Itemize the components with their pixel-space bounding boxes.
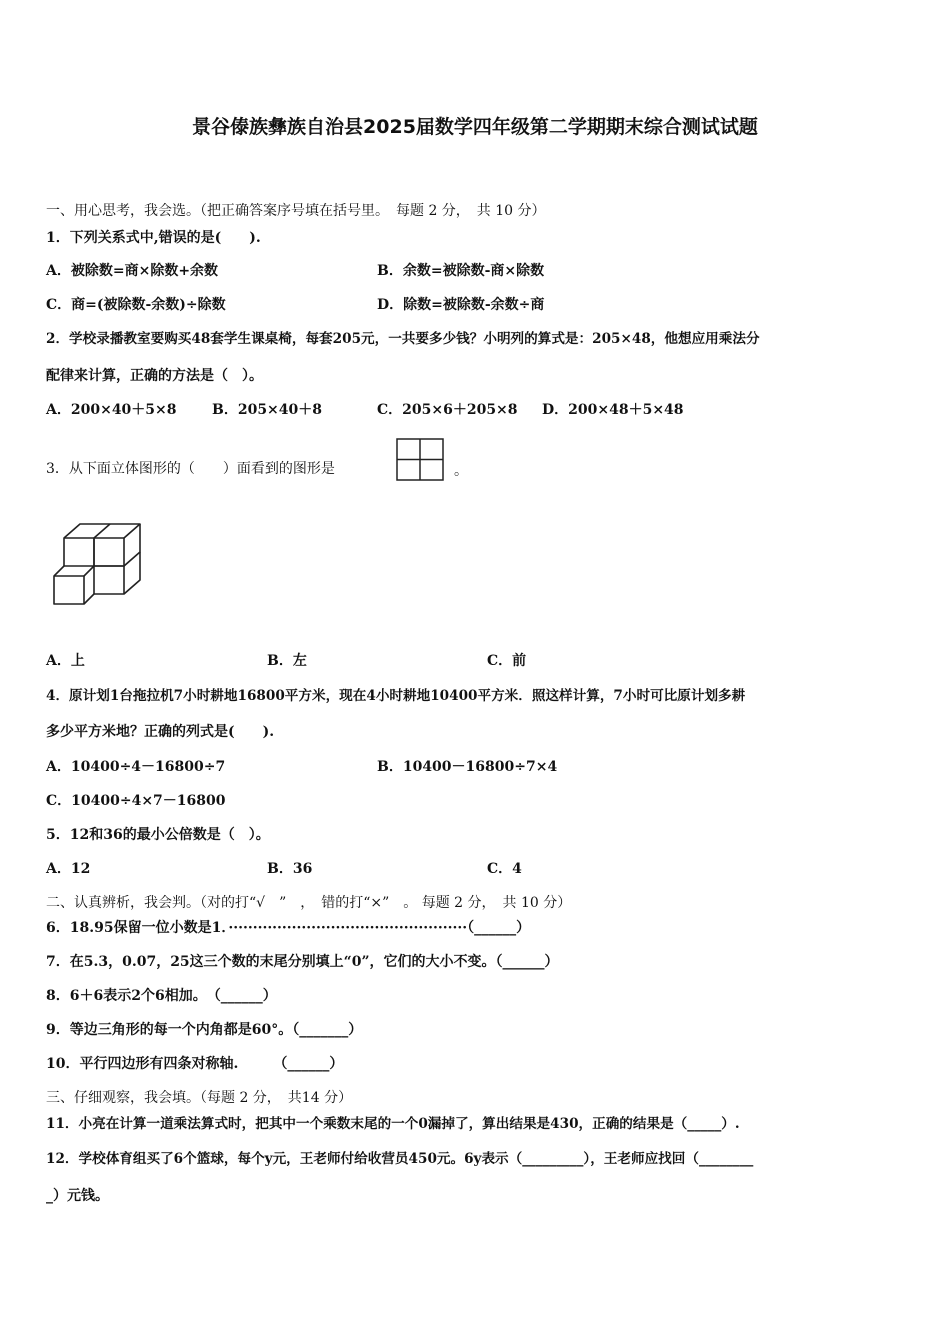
question-5-option-a: A．12	[46, 861, 91, 877]
question-2-option-c: C．205×6＋205×8	[377, 402, 518, 418]
question-4-option-a: A．10400÷4－16800÷7	[46, 759, 226, 775]
question-1-stem: 1．下列关系式中,错误的是( ).	[46, 230, 261, 246]
page-title: 景谷傣族彝族自治县2025届数学四年级第二学期期末综合测试试题	[192, 116, 758, 138]
cube-stack-figure	[50, 518, 146, 610]
question-9: 9．等边三角形的每一个内角都是60°。（_______）	[46, 1022, 363, 1038]
question-4-option-b: B．10400－16800÷7×4	[377, 759, 558, 775]
question-3-option-a: A．上	[46, 653, 85, 669]
question-7: 7．在5.3，0.07，25这三个数的末尾分别填上“0”，它们的大小不变。（______）	[46, 954, 559, 970]
question-5-option-b: B．36	[267, 861, 313, 877]
question-12-line-1: 12．学校体育组买了6个篮球，每个y元，王老师付给收营员450元。6y表示（_________），王老师应找回（________	[46, 1151, 754, 1167]
question-3-stem: 3．从下面立体图形的（ ）面看到的图形是	[46, 461, 335, 477]
section-3-heading: 三、仔细观察，我会填。（每题 2 分， 共14 分）	[46, 1090, 353, 1106]
question-2-line-1: 2．学校录播教室要购买48套学生课桌椅，每套205元，一共要多少钱？小明列的算式是：205×48，他想应用乘法分	[46, 331, 760, 347]
question-4-line-2: 多少平方米地？正确的列式是( ).	[46, 724, 275, 740]
question-12-line-2: _）元钱。	[46, 1188, 109, 1204]
question-5-stem: 5．12和36的最小公倍数是（ ）。	[46, 827, 270, 843]
question-2-option-d: D．200×48＋5×48	[542, 402, 684, 418]
question-2-line-2: 配律来计算，正确的方法是（ ）。	[46, 368, 263, 384]
question-2-option-b: B．205×40＋8	[212, 402, 323, 418]
question-2-option-a: A．200×40＋5×8	[46, 402, 177, 418]
question-4-line-1: 4．原计划1台拖拉机7小时耕地16800平方米，现在4小时耕地10400平方米．照这样计算，7小时可比原计划多耕	[46, 688, 746, 704]
question-11: 11．小亮在计算一道乘法算式时，把其中一个乘数末尾的一个0漏掉了，算出结果是430，正确的结果是（_____）.	[46, 1116, 740, 1132]
section-2-heading: 二、认真辨析，我会判。（对的打“√ ” ， 错的打“×” 。 每题 2 分， 共 10 分）	[46, 895, 572, 911]
question-1-option-c: C．商=(被除数-余数)÷除数	[46, 297, 226, 313]
question-1-option-b: B．余数=被除数-商×除数	[377, 263, 545, 279]
question-1-option-d: D．除数=被除数-余数÷商	[377, 297, 545, 313]
question-4-option-c: C．10400÷4×7－16800	[46, 793, 226, 809]
question-10: 10．平行四边形有四条对称轴. （______）	[46, 1056, 344, 1072]
question-3-option-c: C．前	[487, 653, 527, 669]
section-1-heading: 一、用心思考，我会选。（把正确答案序号填在括号里。 每题 2 分， 共 10 分）	[46, 203, 546, 219]
square-grid-figure	[396, 438, 446, 482]
question-1-option-a: A．被除数=商×除数+余数	[46, 263, 219, 279]
question-6: 6．18.95保留一位小数是1．·················································（______）	[46, 920, 531, 936]
question-3-option-b: B．左	[267, 653, 307, 669]
question-5-option-c: C．4	[487, 861, 522, 877]
question-8: 8．6＋6表示2个6相加。 （______）	[46, 988, 277, 1004]
question-3-end: 。	[454, 463, 468, 479]
